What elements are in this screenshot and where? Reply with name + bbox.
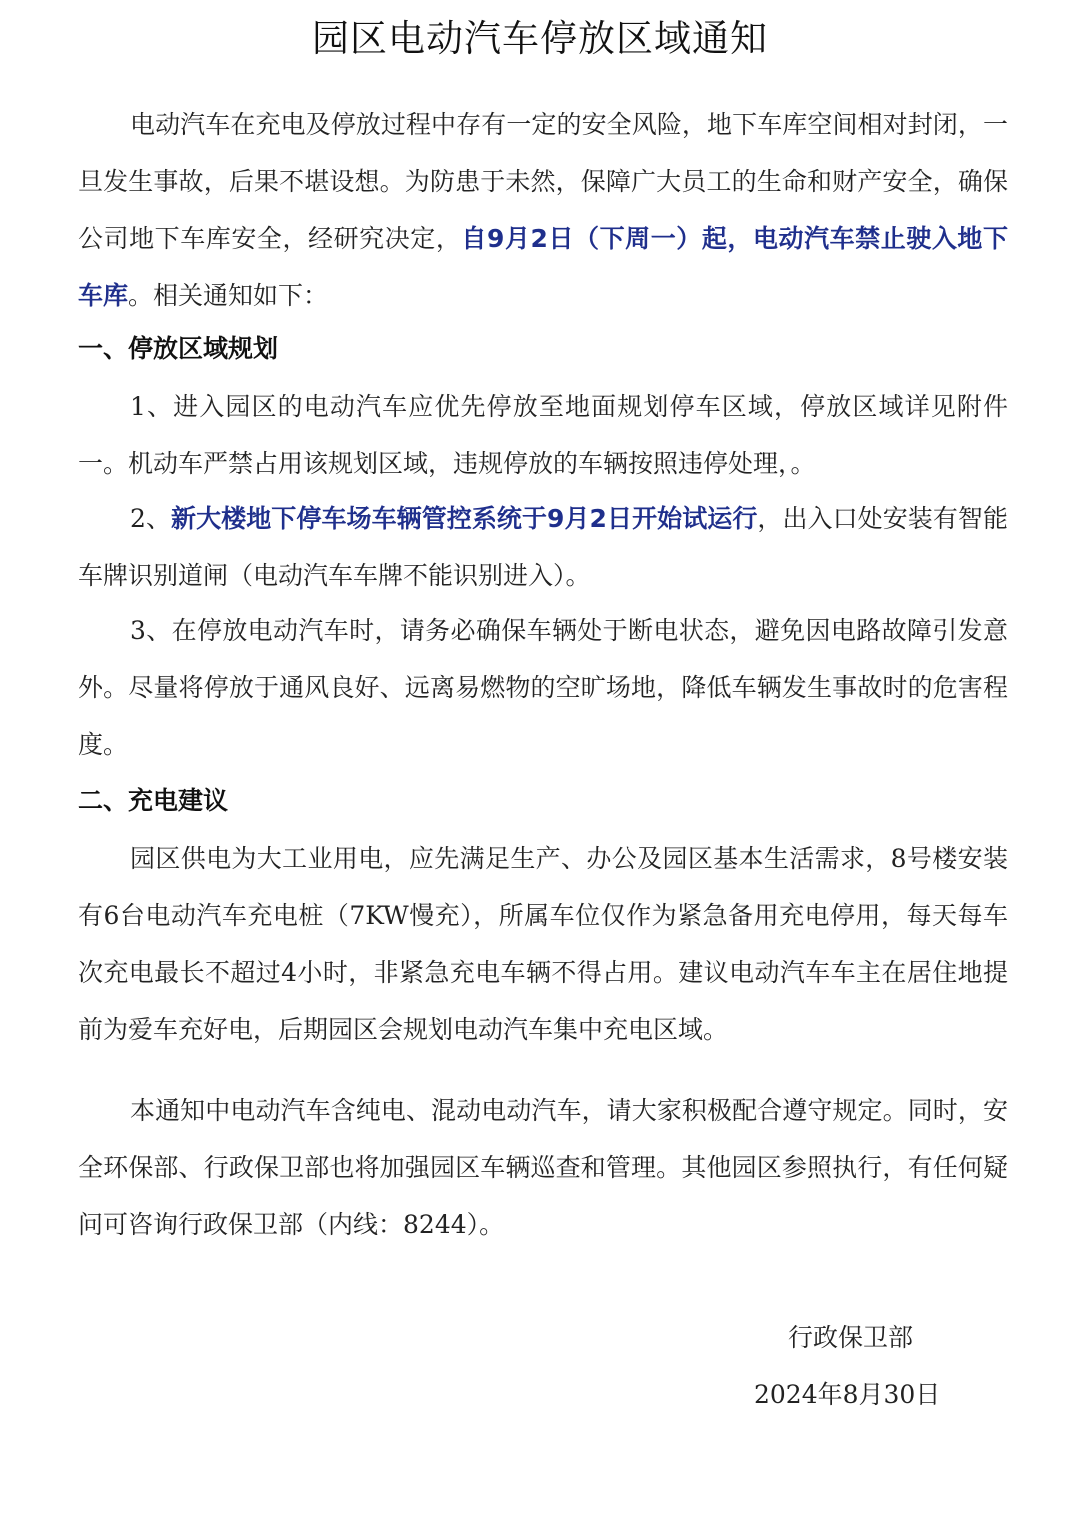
item2-highlight: 新大楼地下停车场车辆管控系统于9月2日开始试运行: [171, 504, 758, 533]
intro-highlight: 自9月2日（下周一）起，电动汽车禁止驶入地下车库: [78, 224, 1008, 310]
section1-item3: 3、在停放电动汽车时，请务必确保车辆处于断电状态，避免因电路故障引发意外。尽量将停放于通风良好、远离易燃物的空旷场地，降低车辆发生事故时的危害程度。: [78, 616, 1008, 759]
section1-item2: [78, 490, 1008, 604]
section1-item1: 1、进入园区的电动汽车应优先停放至地面规划停车区域，停放区域详见附件一。机动车严禁占用该规划区域，违规停放的车辆按照违停处理，。: [78, 392, 1008, 478]
item2-prefix: 2、: [130, 504, 172, 533]
intro-paragraph: [78, 96, 1008, 324]
intro-text-2: 。相关通知如下：: [128, 281, 329, 310]
intro-text-1: 电动汽车在充电及停放过程中存有一定的安全风险，地下车库空间相对封闭，一旦发生事故，后果不堪设想。为防患于未然，保障广大员工的生命和财产安全，确保公司地下车库安全，经研究决定，: [78, 110, 1008, 253]
signature-date: 2024年8月30日: [754, 1380, 941, 1409]
notice-title: 园区电动汽车停放区域通知: [312, 17, 768, 60]
section2-heading: 二、充电建议: [78, 786, 229, 815]
item2-text: ，出入口处安装有智能车牌识别道闸（电动汽车车牌不能识别进入）。: [78, 504, 1008, 590]
section2-body: 园区供电为大工业用电，应先满足生产、办公及园区基本生活需求，8号楼安装有6台电动汽车充电桩（7KW慢充），所属车位仅作为紧急备用充电停用，每天每车次充电最长不超过4小时，非紧急充电车辆不得占用。建议电动汽车车主在居住地提前为爱车充好电，后期园区会规划电动汽车集中充电区域。: [78, 844, 1008, 1044]
closing-paragraph: 本通知中电动汽车含纯电、混动电动汽车，请大家积极配合遵守规定。同时，安全环保部、行政保卫部也将加强园区车辆巡查和管理。其他园区参照执行，有任何疑问可咨询行政保卫部（内线：8244）。: [78, 1096, 1008, 1239]
signature-department: 行政保卫部: [788, 1323, 914, 1352]
section1-heading: 一、停放区域规划: [78, 334, 279, 363]
